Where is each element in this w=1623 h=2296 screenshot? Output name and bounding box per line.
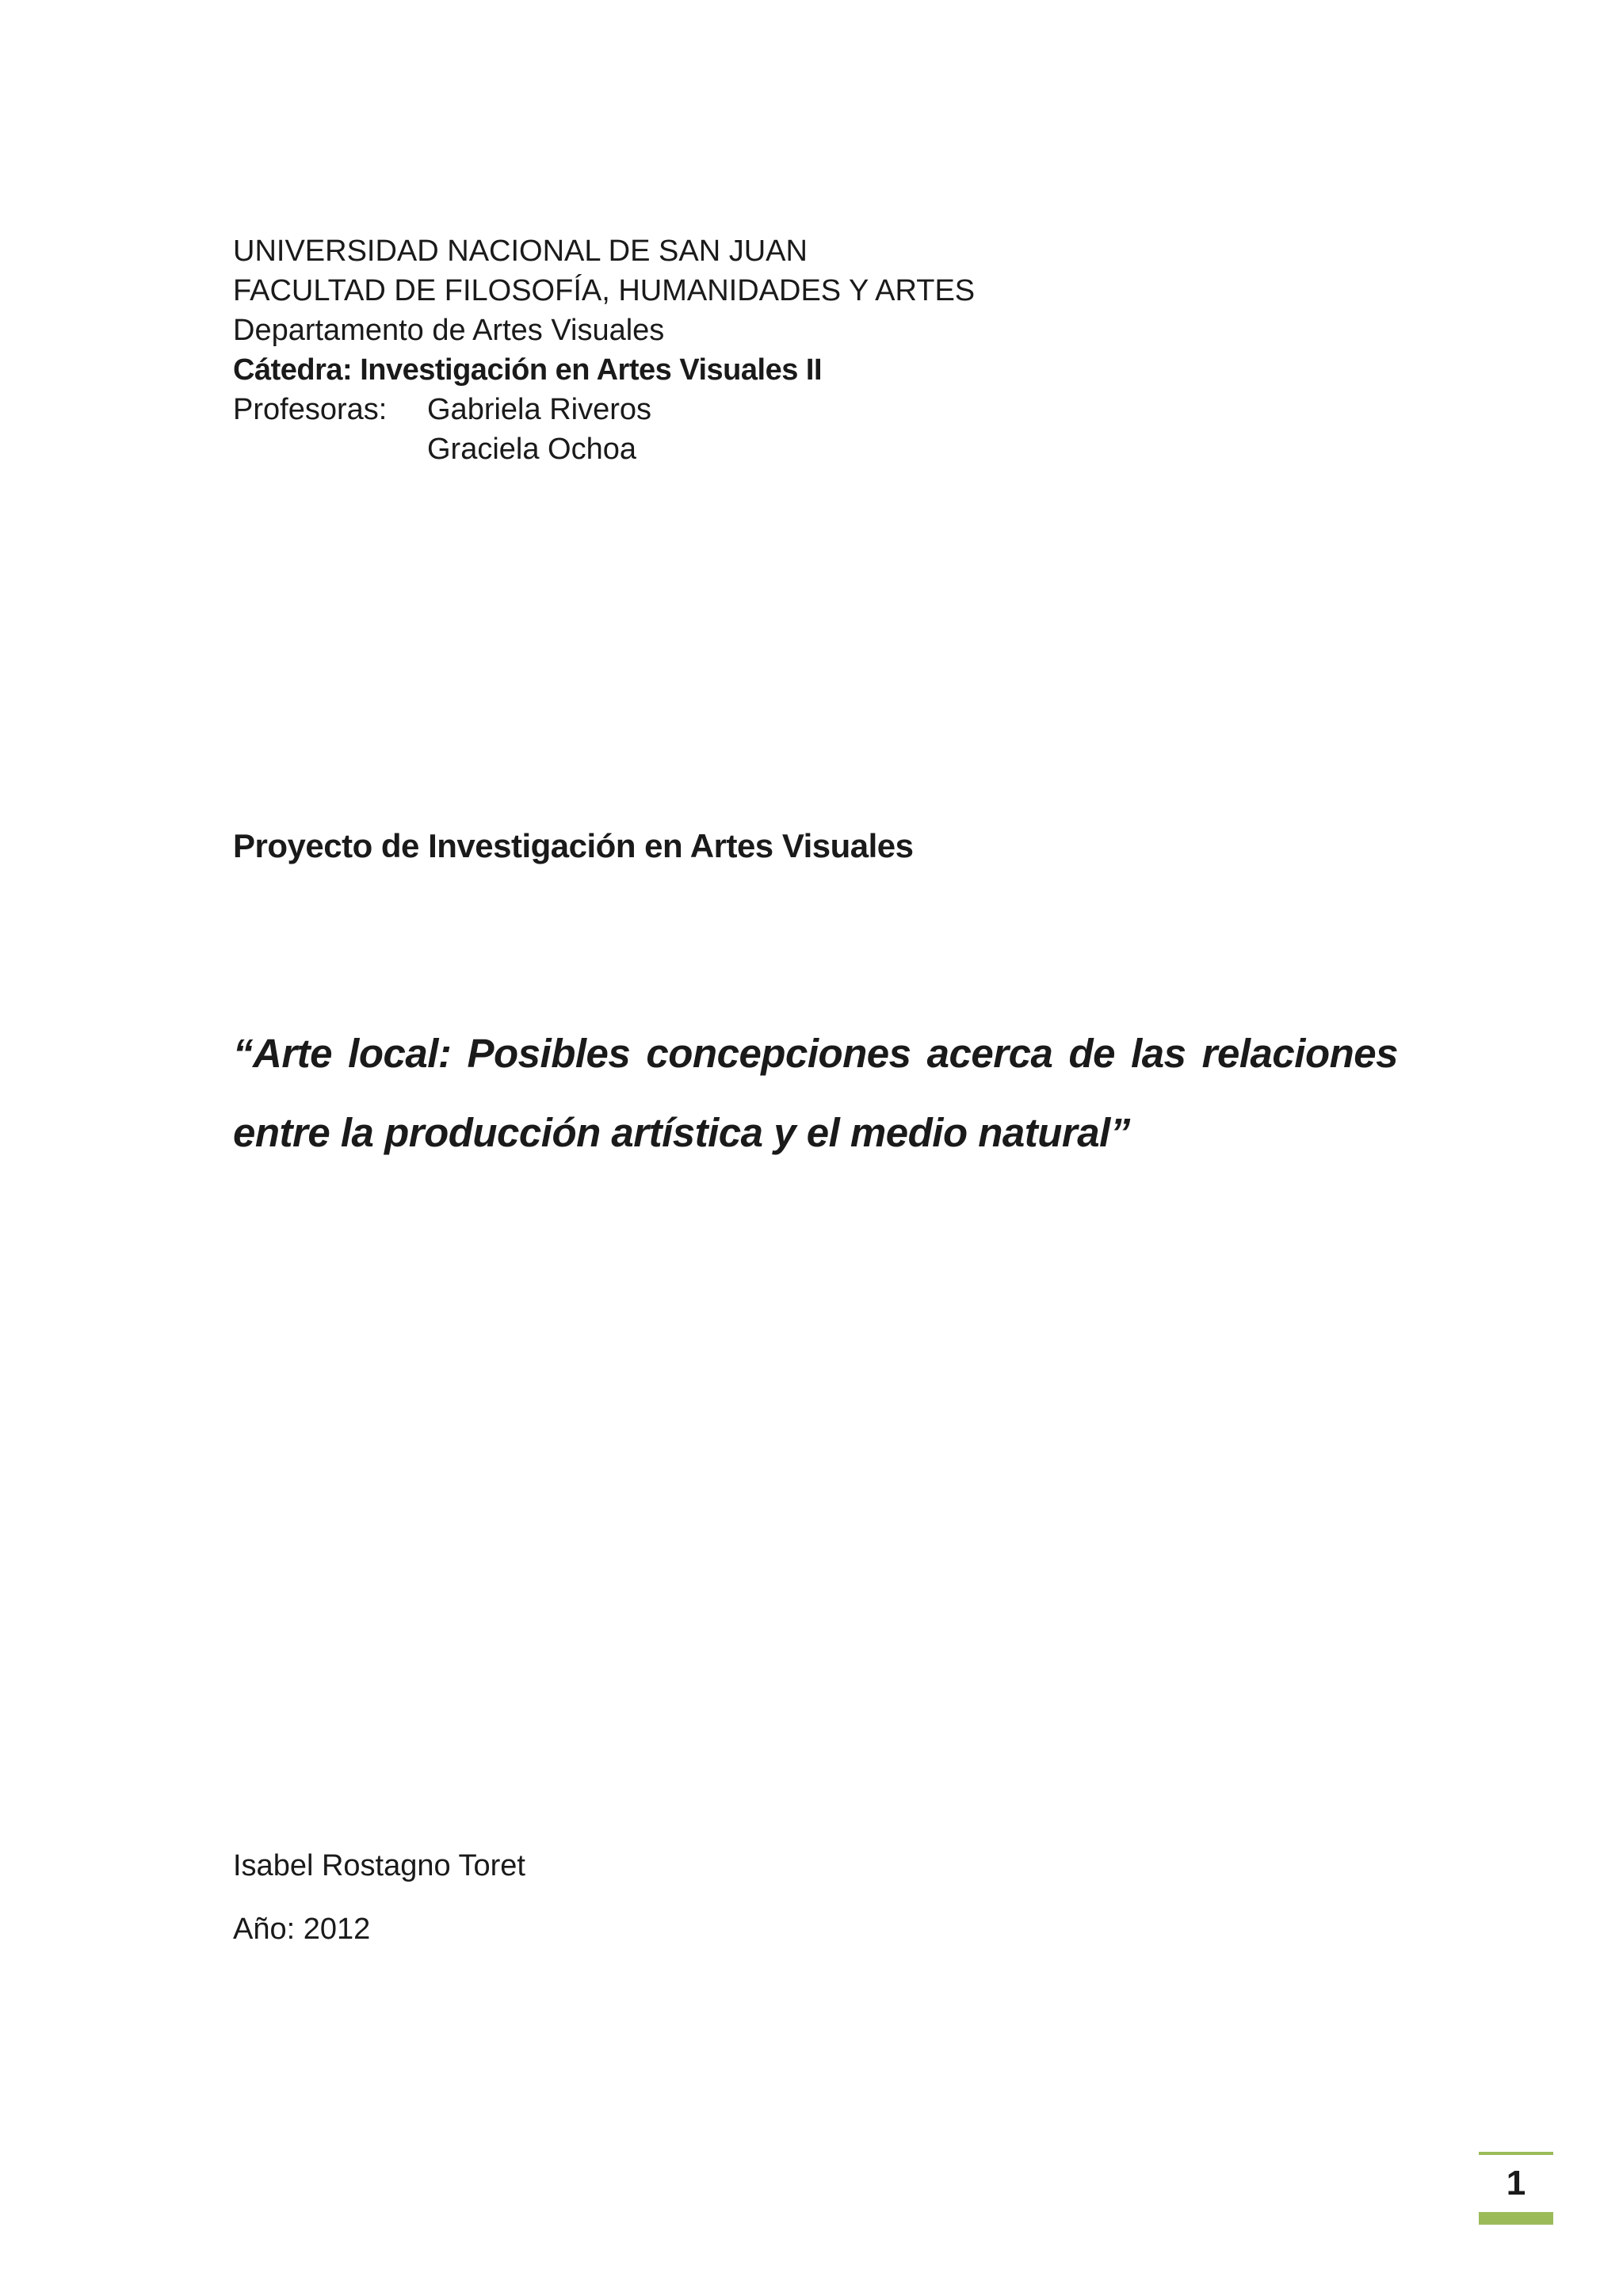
research-title: “Arte local: Posibles concepciones acerca de las relaciones entre la producción artística y el medio natural”	[233, 1031, 1398, 1155]
year-line: Año: 2012	[233, 1913, 371, 1946]
page-number-badge	[1479, 2152, 1553, 2225]
professors-list	[427, 390, 651, 469]
chair-name: Cátedra: Investigación en Artes Visuales II	[233, 353, 823, 387]
faculty-name: FACULTAD DE FILOSOFÍA, HUMANIDADES Y ARTES	[233, 274, 976, 307]
professors-row	[233, 390, 1422, 469]
author-name: Isabel Rostagno Toret	[233, 1849, 525, 1882]
page-number-accent-bar	[1479, 2212, 1553, 2225]
project-heading: Proyecto de Investigación en Artes Visuales	[233, 827, 914, 864]
page-number-top-rule	[1479, 2152, 1553, 2155]
professor-name: Graciela Ochoa	[427, 433, 637, 466]
professors-label: Profesoras:	[233, 393, 388, 426]
university-name: UNIVERSIDAD NACIONAL DE SAN JUAN	[233, 235, 808, 268]
professor-name: Gabriela Riveros	[427, 393, 651, 426]
page-number: 1	[1506, 2164, 1526, 2203]
department-name: Departamento de Artes Visuales	[233, 314, 665, 347]
institution-header	[233, 231, 1422, 469]
